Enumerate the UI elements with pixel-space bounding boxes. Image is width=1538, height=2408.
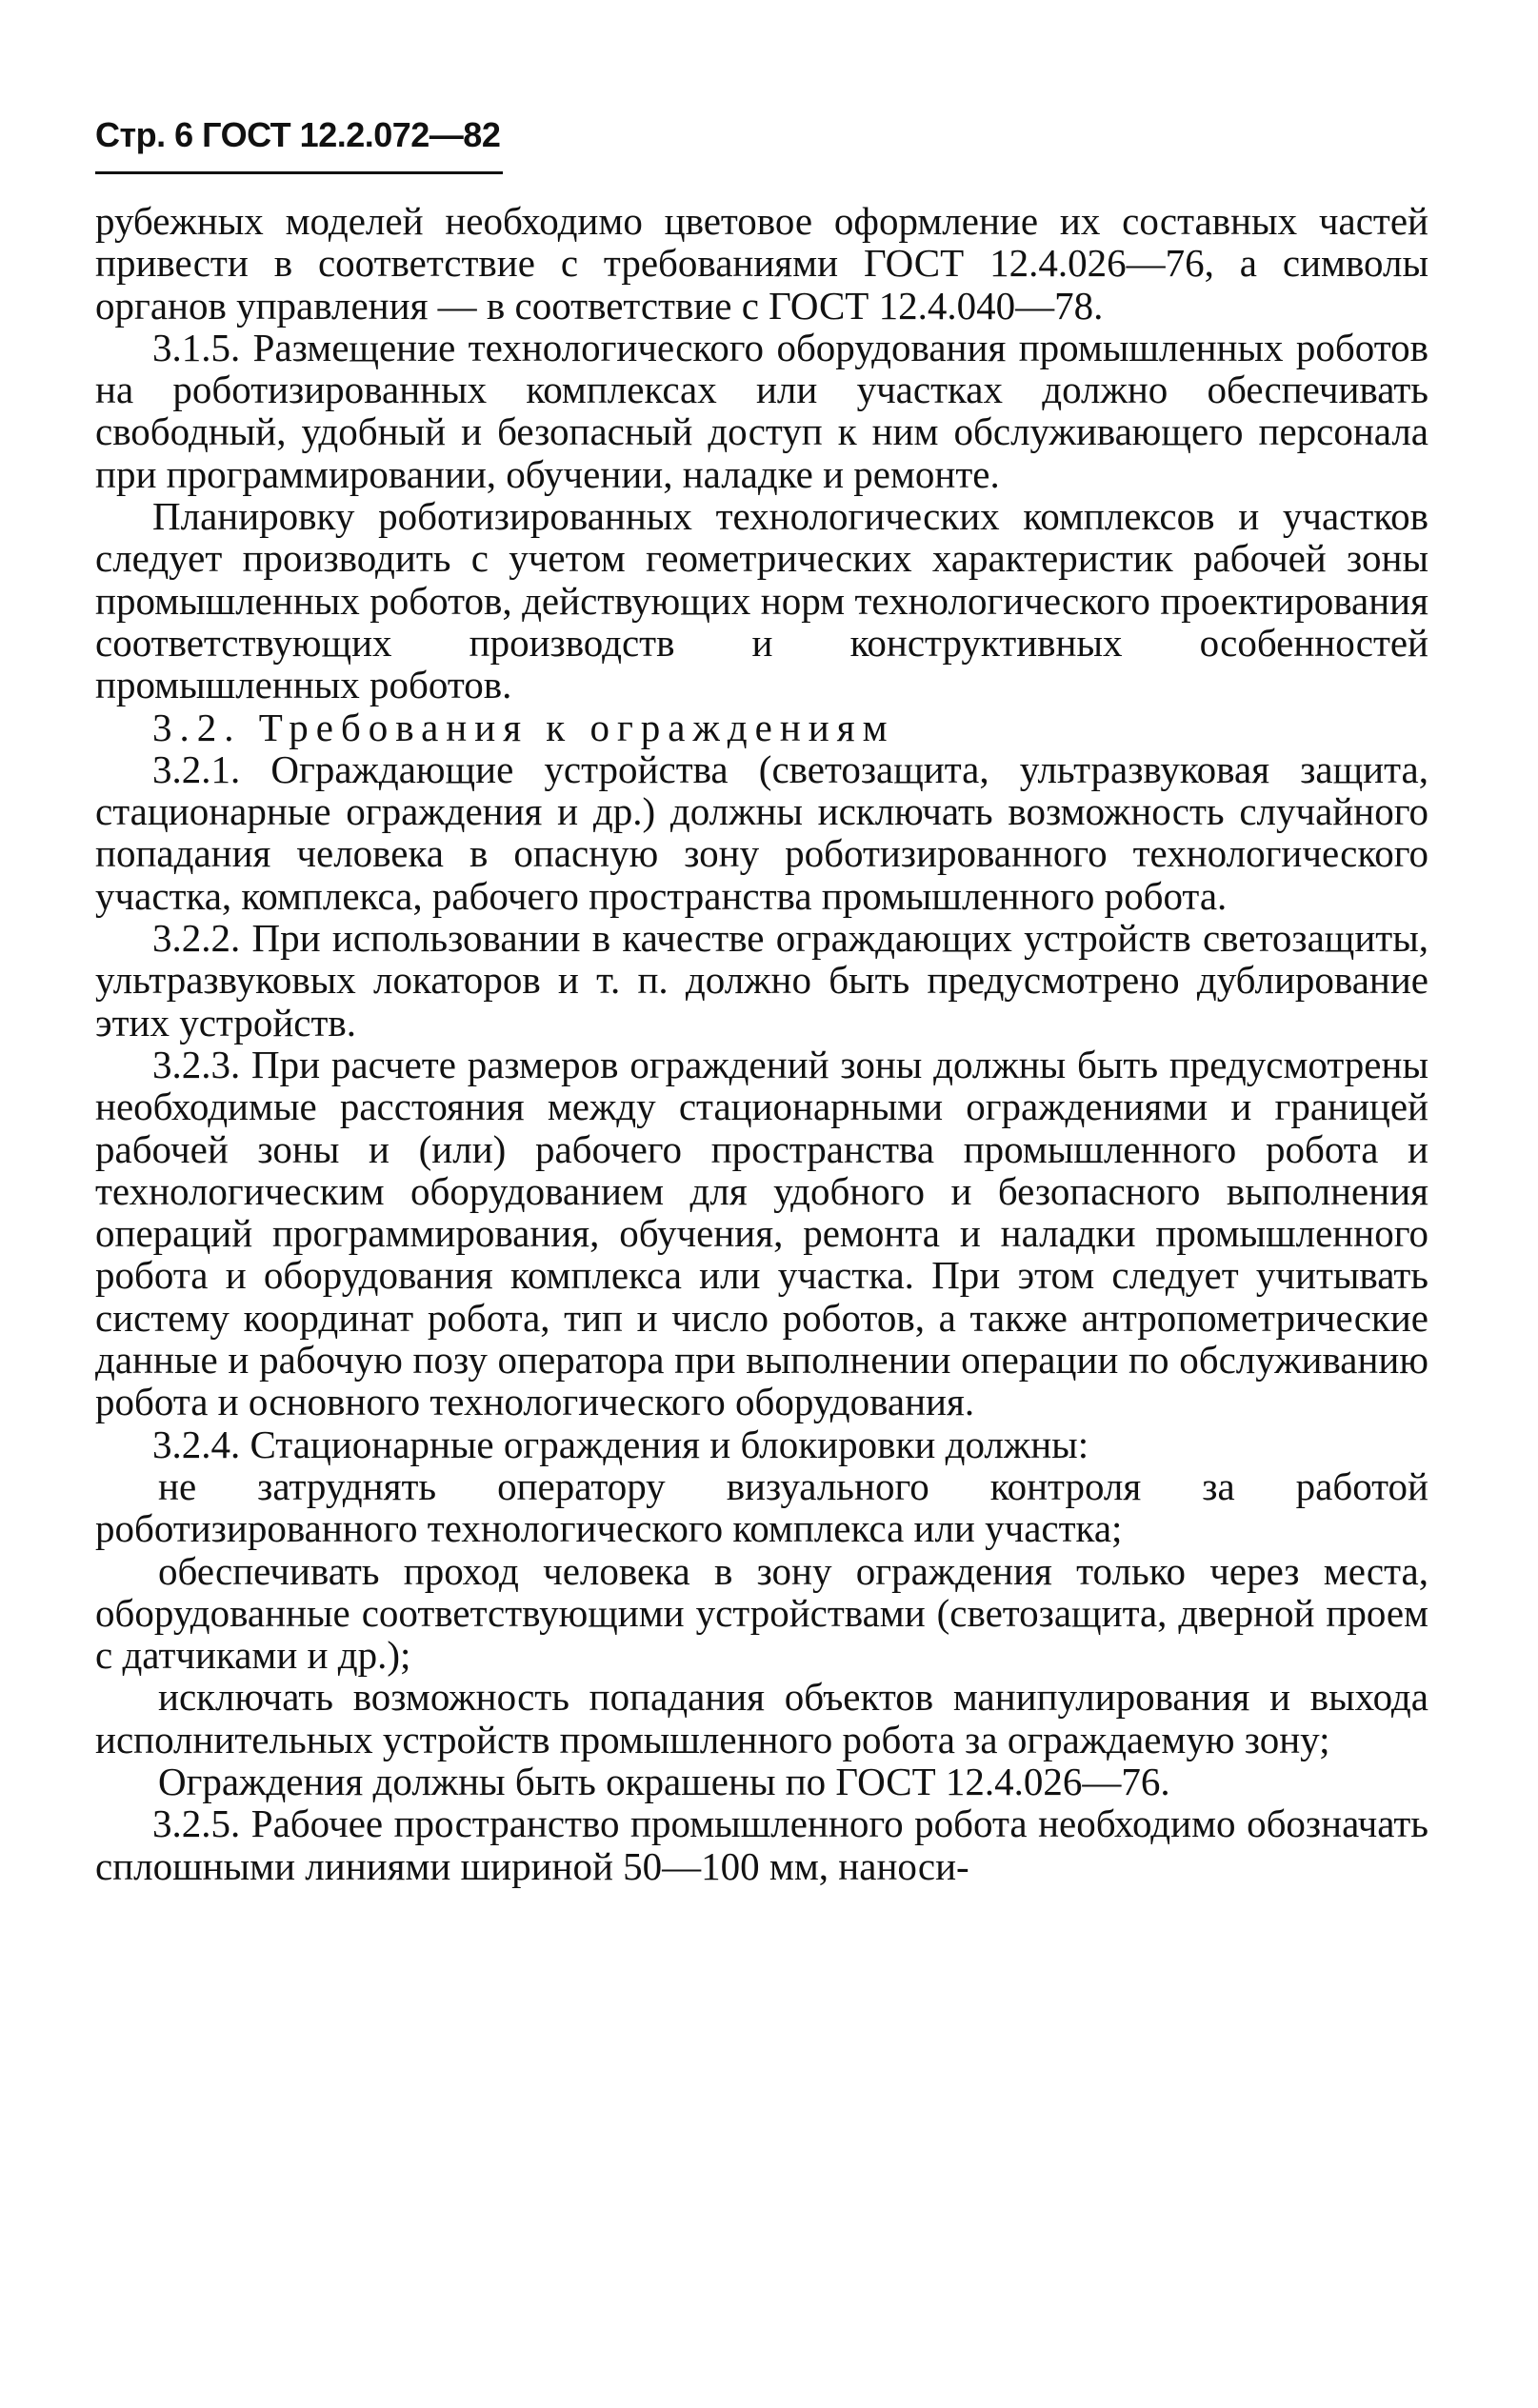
paragraph-3-2-3: 3.2.3. При расчете размеров ограждений зоны должны быть предусмотрены необходимые расстояния между стационарными ограждениями и границей рабочей зоны и (или) рабочего пространства промышленного робота и технологическим оборудованием для удобного и безопасного выполнения операций программирования, обучения, ремонта и наладки промышленного робота и оборудования комплекса или участка. При этом следует учитывать систему координат робота, тип и число роботов, а также антропометрические данные и рабочую позу оператора при выполнении операции по обслуживанию робота и основного технологического оборудования. — [95, 1042, 1428, 1424]
paragraph-3-1-5: 3.1.5. Размещение технологического оборудования промышленных роботов на роботизированных комплексах или участках должно обеспечивать свободный, удобный и безопасный доступ к ним обслуживающего персонала при программировании, обучении, наладке и ремонте. — [95, 325, 1428, 496]
paragraph-continuation: рубежных моделей необходимо цветовое оформление их составных частей привести в соответствие с требованиями ГОСТ 12.4.026—76, а символы органов управления — в соответствие с ГОСТ 12.4.040—78. — [95, 199, 1428, 328]
list-item-passage: обеспечивать проход человека в зону ограждения только через места, оборудованные соответствующими устройствами (светозащита, дверной проем с датчиками и др.); — [95, 1548, 1428, 1678]
header-rule — [95, 171, 503, 174]
paragraph-3-2-4: 3.2.4. Стационарные ограждения и блокировки должны: — [152, 1422, 1089, 1466]
page-header: Стр. 6 ГОСТ 12.2.072—82 — [95, 115, 501, 154]
list-item-visual-control: не затруднять оператору визуального контроля за работой роботизированного технологического комплекса или участка; — [95, 1463, 1428, 1551]
document-body — [95, 200, 1428, 1887]
list-item-exclude-objects: исключать возможность попадания объектов манипулирования и выхода исполнительных устройств промышленного робота за ограждаемую зону; — [95, 1675, 1428, 1761]
section-heading-3-2: 3.2. Требования к ограждениям — [152, 705, 895, 749]
paragraph-3-2-1: 3.2.1. Ограждающие устройства (светозащита, ультразвуковая защита, стационарные ограждения и др.) должны исключать возможность случайного попадания человека в опасную зону роботизированного технологического участка, комплекса, рабочего пространства промышленного робота. — [95, 746, 1428, 918]
paragraph-planning: Планировку роботизированных технологических комплексов и участков следует производить с учетом геометрических характеристик рабочей зоны промышленных роботов, действующих норм технологического проектирования соответствующих производств и конструктивных особенностей промышленных роботов. — [95, 494, 1428, 707]
paragraph-3-2-2: 3.2.2. При использовании в качестве ограждающих устройств светозащиты, ультразвуковых локаторов и т. п. должно быть предусмотрено дублирование этих устройств. — [95, 916, 1428, 1045]
paragraph-3-2-5: 3.2.5. Рабочее пространство промышленного робота необходимо обозначать сплошными линиями шириной 50—100 мм, наноси- — [95, 1801, 1428, 1888]
paragraph-painting: Ограждения должны быть окрашены по ГОСТ 12.4.026—76. — [158, 1759, 1170, 1803]
